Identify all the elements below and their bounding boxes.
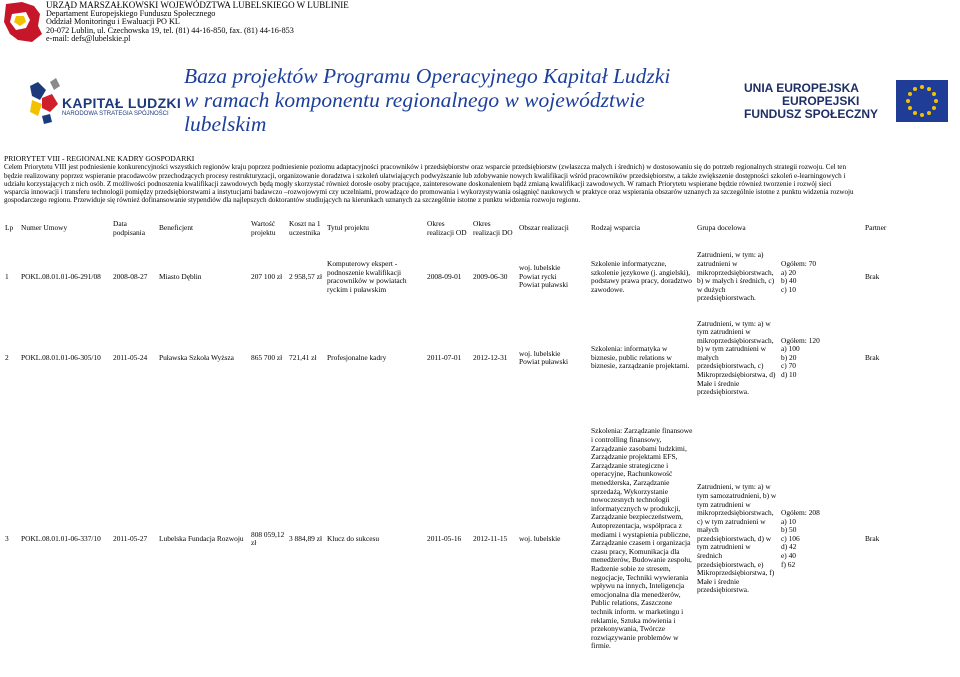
liczba-line: Ogółem: 120 — [781, 335, 820, 345]
cell-wartosc: 808 059,12 zł — [251, 529, 285, 548]
eu-logo-line: UNIA EUROPEJSKA — [744, 81, 859, 95]
table-row — [3, 239, 955, 315]
cell-obszar — [517, 401, 589, 677]
cell-rodzaj: Szkolenia: Zarządzanie finansowe i controlling finansowy, Zarządzanie zasobami ludzkimi, Zarządzanie projektami EFS, Zarządzanie strategiczne i operacyjne, Rachunkowość menedżerska, Zarządzanie sprzedażą, Wykorzystanie nowoczesnych technologii informatycznych w produkcji, Zarządzanie bezpieczeństwem, Autoprezentacja, współpraca z mediami i wystąpienia publiczne, Zarządzanie czasem i organizacja czasu pracy, Komunikacja dla menedżerów, Budowanie zespołu, Radzenie sobie ze stresem, negocjacje, Techniki wywierania wpływu na innych, Inteligencja emocjonalna dla menedżerów, Public relations, Zaszczone technik inform. w marketingu i reklamie, Sztuka mówienia i przekonywania, Twórcze rozwiązywanie problemów w firmie. — [591, 426, 693, 651]
liczba-line: a) 10 — [781, 516, 796, 526]
liczba-line: d) 10 — [781, 370, 797, 380]
lubelskie-map-logo — [0, 0, 44, 44]
column-header: Data podpisania — [113, 219, 146, 237]
cell-do: 2009-06-30 — [473, 271, 508, 281]
cell-data: 2008-08-27 — [113, 271, 148, 281]
column-header: Okres realizacji OD — [427, 219, 467, 237]
column-header: Obszar realizacji — [519, 223, 569, 233]
office-name: URZĄD MARSZAŁKOWSKI WOJEWÓDZTWA LUBELSKIEGO W LUBLINIE — [46, 0, 349, 10]
cell-partner: Brak — [865, 352, 880, 362]
liczba-line: Ogółem: 70 — [781, 259, 817, 268]
liczba-line: c) 70 — [781, 361, 796, 371]
liczba-line: c) 10 — [781, 284, 796, 294]
cell-grupa: Zatrudnieni, w tym: a) w tym zatrudnieni w mikroprzedsiębiorstwach, b) w tym zatrudnieni w małych przedsiębiorstwach, c) Mikroprzedsiębiorstwa, d) Małe i średnie przedsiębiorstwa. — [697, 318, 776, 397]
priority-heading: PRIORYTET VIII - REGIONALNE KADRY GOSPODARKI — [4, 154, 195, 163]
eu-logo-line: EUROPEJSKI — [782, 94, 860, 108]
liczba-line: b) 40 — [781, 276, 797, 286]
kapital-ludzki-subtitle: NARODOWA STRATEGIA SPÓJNOŚCI — [62, 111, 169, 117]
liczba-line: b) 50 — [781, 525, 797, 535]
cell-tytul: Profesjonalne kadry — [327, 352, 387, 362]
obszar-line: Powiat puławski — [519, 357, 569, 367]
column-header: Rodzaj wsparcia — [591, 223, 641, 233]
cell-partner: Brak — [865, 271, 880, 281]
table-row — [3, 401, 955, 677]
office-email: e-mail: defs@lubelskie.pl — [46, 33, 131, 43]
cell-koszt: 2 958,57 zł — [289, 271, 323, 281]
liczba-line: a) 20 — [781, 267, 796, 277]
cell-lp: 1 — [5, 271, 9, 281]
cell-wartosc: 207 100 zł — [251, 271, 283, 281]
office-division: Oddział Monitoringu i Ewaluacji PO KL — [46, 17, 180, 27]
column-header: Wartość projektu — [251, 219, 276, 237]
cell-tytul: Komputerowy ekspert - podnoszenie kwalifikacji pracowników w powiatach ryckim i puławskim — [327, 259, 407, 294]
kapital-ludzki-title: KAPITAŁ LUDZKI — [62, 95, 182, 111]
column-header: Tytuł projektu — [327, 223, 369, 233]
cell-tytul: Klucz do sukcesu — [327, 533, 380, 543]
cell-lp: 2 — [5, 352, 9, 362]
cell-beneficjent: Puławska Szkoła Wyższa — [159, 352, 234, 362]
page-title-line: Baza projektów Programu Operacyjnego Kapitał Ludzki — [184, 64, 671, 88]
cell-data: 2011-05-27 — [113, 533, 148, 543]
obszar-line: woj. lubelskie — [519, 533, 561, 543]
cell-beneficjent: Miasto Dęblin — [159, 271, 202, 281]
cell-do: 2012-11-15 — [473, 533, 508, 543]
cell-do: 2012-12-31 — [473, 352, 508, 362]
liczba-line: e) 40 — [781, 551, 796, 561]
liczba-line: a) 100 — [781, 344, 800, 354]
cell-numer: POKL.08.01.01-06-337/10 — [21, 533, 101, 543]
column-header — [779, 218, 863, 239]
cell-grupa: Zatrudnieni, w tym: a) w tym samozatrudnieni, b) w tym zatrudnieni w mikroprzedsiębiorstwach, c) w tym zatrudnieni w małych przedsiębiorstwach, d) w tym zatrudnieni w średnich przedsiębiorstwach, e) Mikroprzedsiębiorstwa, f) Małe i średnie przedsiębiorstwa. — [697, 482, 777, 595]
page-header — [0, 0, 960, 160]
priority-text-line: udziału korzystających z nich osób. Z możliwości podnoszenia kwalifikacji zawodowych będą mogły skorzystać również dorosłe osoby pracujące, zainteresowane doskonaleniem bądź zmianą kwalifikacji zawodowych. W ramach Priorytetu wspierane będzie również tworzenie i rozwój sieci — [4, 179, 832, 188]
column-header: Koszt na 1 uczestnika — [289, 219, 321, 237]
cell-grupa: Zatrudnieni, w tym: a) zatrudnieni w mikroprzedsiębiorstwach, b) w małych i średnich, c) w dużych przedsiębiorstwach. — [697, 250, 775, 303]
liczba-line: c) 106 — [781, 533, 800, 543]
cell-liczby — [779, 239, 863, 315]
eu-flag-icon — [896, 80, 948, 122]
cell-obszar — [517, 315, 589, 401]
cell-liczby — [779, 401, 863, 677]
priority-text-line: wsparcia innowacji i transferu technologii pomiędzy przedsiębiorstwami a instytucjami badawczo –rozwojowymi czy uczelniami, prowadzące do promowania i wykorzystywania osiągnięć naukowych w praktyce oraz wspierania obszarów uznanych za szczególnie istotne z punktu widzenia rozwoju — [4, 188, 854, 197]
cell-koszt: 3 884,89 zł — [289, 533, 323, 543]
priority-section — [4, 155, 956, 205]
cell-rodzaj: Szkolenia: informatyka w biznesie, public relations w biznesie, zarządzanie projektami. — [591, 344, 690, 371]
office-contact: 20-072 Lublin, ul. Czechowska 19, tel. (81) 44-16-850, fax. (81) 44-16-853 — [46, 25, 294, 35]
column-header: Grupa docelowa — [697, 223, 746, 233]
cell-od: 2008-09-01 — [427, 271, 462, 281]
cell-obszar — [517, 239, 589, 315]
column-header: Okres realizacji DO — [473, 219, 513, 237]
cell-od: 2011-07-01 — [427, 352, 462, 362]
eu-logo-line: FUNDUSZ SPOŁECZNY — [744, 107, 879, 121]
liczba-line: b) 20 — [781, 352, 797, 362]
page-title-line: w ramach komponentu regionalnego w województwie — [184, 88, 645, 112]
office-address — [46, 1, 349, 43]
column-header: Beneficjent — [159, 223, 194, 233]
obszar-line: woj. lubelskie — [519, 348, 561, 358]
cell-wartosc: 865 700 zł — [251, 352, 283, 362]
cell-numer: POKL.08.01.01-06-291/08 — [21, 271, 101, 281]
column-header: Partner — [865, 223, 887, 233]
priority-text-line: gospodarczego regionu. Przewiduje się również dofinansowanie stypendiów dla najlepszych doktorantów studiujących na kierunkach uznanych za szczególnie istotne z punktu widzenia rozwoju regionu. — [4, 196, 581, 205]
liczba-line: f) 62 — [781, 559, 796, 569]
liczba-line: d) 42 — [781, 542, 797, 552]
page-title — [184, 64, 744, 136]
column-header: Numer Umowy — [21, 223, 68, 233]
priority-text-line: Celem Priorytetu VIII jest podniesienie konkurencyjności wszystkich regionów kraju poprzez podniesienie poziomu adaptacyjności pracowników i przedsiębiorstw oraz wsparcie przedsiębiorstw (zwłaszcza małych i średnich) w dostosowaniu się do potrzeb regionalnych strategii rozwoju. Cel ten — [4, 163, 847, 172]
cell-liczby — [779, 315, 863, 401]
page-title-line: lubelskim — [184, 112, 267, 136]
cell-data: 2011-05-24 — [113, 352, 148, 362]
cell-od: 2011-05-16 — [427, 533, 462, 543]
cell-partner: Brak — [865, 533, 880, 543]
projects-table — [3, 218, 955, 677]
cell-beneficjent: Lubelska Fundacja Rozwoju — [159, 533, 244, 543]
cell-rodzaj: Szkolenie informatyczne, szkolenie językowe (j. angielski), podstawy prawa pracy, doradztwo zawodowe. — [591, 259, 692, 294]
obszar-line: Powiat rycki — [519, 271, 557, 281]
cell-lp: 3 — [5, 533, 9, 543]
cell-koszt: 721,41 zł — [289, 352, 317, 362]
priority-text-line: będzie realizowany poprzez wspieranie pracodawców przechodzących procesy restrukturyzacji, organizowanie doradztwa i szkoleń ułatwiających podwyższanie lub zdobywanie nowych kwalifikacji wśród pracowników przedsiębiorstw, a także zwiększenie dostępności szkoleń e-learningowych i — [4, 171, 846, 180]
cell-numer: POKL.08.01.01-06-305/10 — [21, 352, 101, 362]
office-department: Departament Europejskiego Funduszu Społecznego — [46, 9, 216, 18]
liczba-line: Ogółem: 208 — [781, 508, 820, 518]
table-header-row — [3, 218, 955, 239]
obszar-line: woj. lubelskie — [519, 263, 561, 273]
table-row — [3, 315, 955, 401]
obszar-line: Powiat puławski — [519, 280, 569, 290]
column-header: Lp — [5, 223, 14, 233]
